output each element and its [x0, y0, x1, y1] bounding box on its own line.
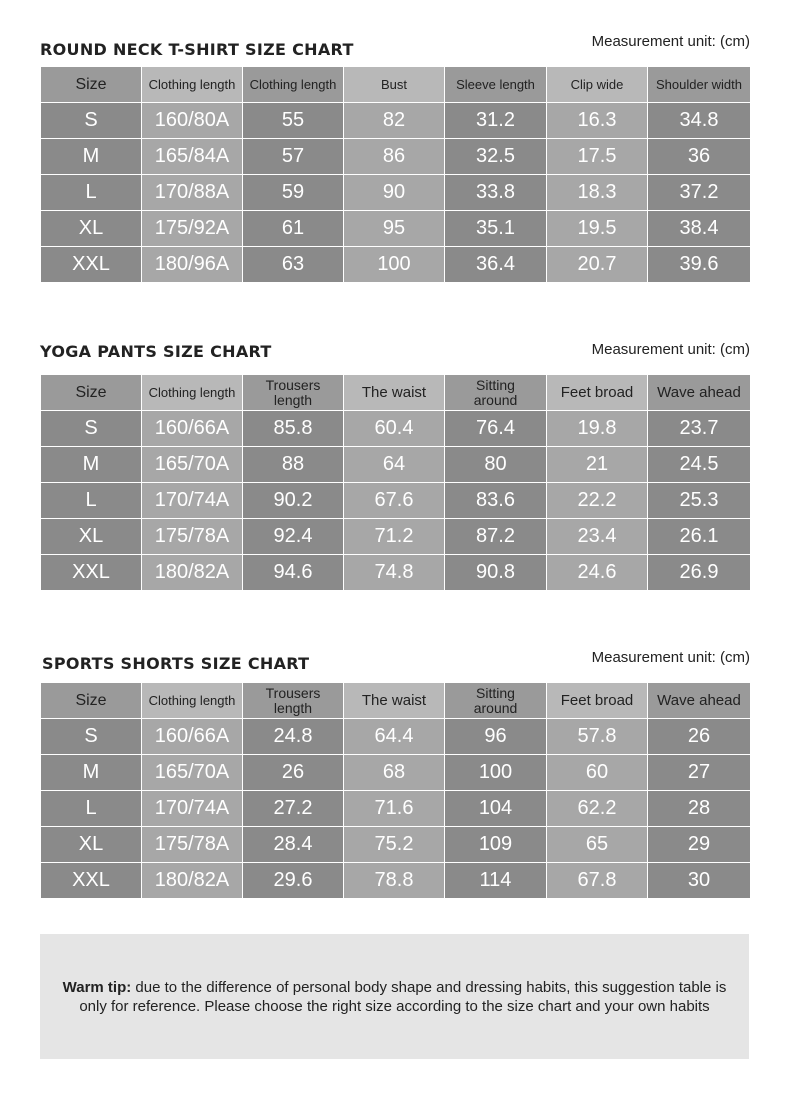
value-cell: 67.6	[344, 483, 445, 519]
header-cell: Clothing length	[243, 67, 344, 103]
table-row	[41, 555, 751, 591]
value-cell: 19.8	[547, 411, 648, 447]
value-cell: 28.4	[243, 827, 344, 863]
header-cell: Shoulder width	[648, 67, 751, 103]
warm-tip-body: due to the difference of personal body shape and dressing habits, this suggestion table is only for reference. Please choose the right size according to the size chart and your own habits	[79, 978, 727, 1015]
table-header-row	[41, 67, 751, 103]
shorts-size-table	[40, 682, 751, 899]
yoga-unit-label: Measurement unit: (cm)	[591, 341, 750, 358]
table-row	[41, 719, 751, 755]
value-cell: 96	[445, 719, 547, 755]
value-cell: 175/92A	[142, 211, 243, 247]
value-cell: 68	[344, 755, 445, 791]
warm-tip-label: Warm tip:	[62, 978, 132, 996]
value-cell: 21	[547, 447, 648, 483]
value-cell: 29	[648, 827, 751, 863]
warm-tip-text	[50, 978, 740, 1016]
value-cell: 16.3	[547, 103, 648, 139]
value-cell: 78.8	[344, 863, 445, 899]
value-cell: 175/78A	[142, 827, 243, 863]
header-cell: The waist	[344, 375, 445, 411]
value-cell: 28	[648, 791, 751, 827]
value-cell: 180/96A	[142, 247, 243, 283]
value-cell: 36	[648, 139, 751, 175]
value-cell: 80	[445, 447, 547, 483]
value-cell: 94.6	[243, 555, 344, 591]
value-cell: 29.6	[243, 863, 344, 899]
value-cell: 92.4	[243, 519, 344, 555]
size-cell: XL	[41, 519, 142, 555]
table-row	[41, 483, 751, 519]
value-cell: 85.8	[243, 411, 344, 447]
value-cell: 57	[243, 139, 344, 175]
value-cell: 160/66A	[142, 719, 243, 755]
value-cell: 63	[243, 247, 344, 283]
value-cell: 175/78A	[142, 519, 243, 555]
size-cell: L	[41, 791, 142, 827]
value-cell: 36.4	[445, 247, 547, 283]
value-cell: 24.5	[648, 447, 751, 483]
value-cell: 24.8	[243, 719, 344, 755]
value-cell: 20.7	[547, 247, 648, 283]
value-cell: 65	[547, 827, 648, 863]
value-cell: 38.4	[648, 211, 751, 247]
value-cell: 55	[243, 103, 344, 139]
shorts-title: SPORTS SHORTS SIZE CHART	[42, 654, 310, 673]
value-cell: 165/84A	[142, 139, 243, 175]
value-cell: 26	[648, 719, 751, 755]
value-cell: 35.1	[445, 211, 547, 247]
table-row	[41, 827, 751, 863]
value-cell: 90.8	[445, 555, 547, 591]
size-cell: S	[41, 103, 142, 139]
table-row	[41, 211, 751, 247]
size-cell: L	[41, 175, 142, 211]
tshirt-size-table	[40, 66, 751, 283]
value-cell: 33.8	[445, 175, 547, 211]
size-cell: XXL	[41, 555, 142, 591]
table-row	[41, 791, 751, 827]
header-cell: Sitting around	[445, 683, 547, 719]
header-cell: Trousers length	[243, 683, 344, 719]
value-cell: 114	[445, 863, 547, 899]
tshirt-section	[40, 30, 750, 282]
value-cell: 86	[344, 139, 445, 175]
table-row	[41, 139, 751, 175]
value-cell: 100	[344, 247, 445, 283]
value-cell: 64.4	[344, 719, 445, 755]
value-cell: 76.4	[445, 411, 547, 447]
value-cell: 27.2	[243, 791, 344, 827]
table-row	[41, 519, 751, 555]
value-cell: 82	[344, 103, 445, 139]
value-cell: 27	[648, 755, 751, 791]
shorts-unit-label: Measurement unit: (cm)	[591, 649, 750, 666]
value-cell: 34.8	[648, 103, 751, 139]
value-cell: 19.5	[547, 211, 648, 247]
value-cell: 32.5	[445, 139, 547, 175]
value-cell: 25.3	[648, 483, 751, 519]
value-cell: 170/74A	[142, 483, 243, 519]
value-cell: 90	[344, 175, 445, 211]
size-cell: L	[41, 483, 142, 519]
value-cell: 18.3	[547, 175, 648, 211]
tshirt-unit-label: Measurement unit: (cm)	[591, 33, 750, 50]
header-cell: Sitting around	[445, 375, 547, 411]
value-cell: 87.2	[445, 519, 547, 555]
value-cell: 71.6	[344, 791, 445, 827]
value-cell: 67.8	[547, 863, 648, 899]
value-cell: 22.2	[547, 483, 648, 519]
value-cell: 170/74A	[142, 791, 243, 827]
yoga-section	[40, 338, 750, 590]
value-cell: 170/88A	[142, 175, 243, 211]
table-row	[41, 175, 751, 211]
value-cell: 104	[445, 791, 547, 827]
header-cell: Wave ahead	[648, 683, 751, 719]
value-cell: 60.4	[344, 411, 445, 447]
header-cell: Size	[41, 683, 142, 719]
value-cell: 160/66A	[142, 411, 243, 447]
value-cell: 24.6	[547, 555, 648, 591]
header-cell: Trousers length	[243, 375, 344, 411]
value-cell: 26	[243, 755, 344, 791]
value-cell: 30	[648, 863, 751, 899]
header-cell: Wave ahead	[648, 375, 751, 411]
value-cell: 23.7	[648, 411, 751, 447]
table-row	[41, 863, 751, 899]
value-cell: 31.2	[445, 103, 547, 139]
yoga-size-table	[40, 374, 751, 591]
header-cell: Bust	[344, 67, 445, 103]
value-cell: 90.2	[243, 483, 344, 519]
table-header-row	[41, 683, 751, 719]
value-cell: 180/82A	[142, 863, 243, 899]
value-cell: 57.8	[547, 719, 648, 755]
value-cell: 37.2	[648, 175, 751, 211]
value-cell: 75.2	[344, 827, 445, 863]
value-cell: 165/70A	[142, 447, 243, 483]
value-cell: 26.9	[648, 555, 751, 591]
value-cell: 60	[547, 755, 648, 791]
warm-tip-box	[40, 934, 749, 1059]
table-row	[41, 411, 751, 447]
size-cell: M	[41, 447, 142, 483]
size-cell: XL	[41, 211, 142, 247]
value-cell: 180/82A	[142, 555, 243, 591]
value-cell: 83.6	[445, 483, 547, 519]
header-cell: Feet broad	[547, 375, 648, 411]
value-cell: 62.2	[547, 791, 648, 827]
shorts-section	[40, 646, 750, 898]
value-cell: 74.8	[344, 555, 445, 591]
value-cell: 26.1	[648, 519, 751, 555]
header-cell: Sleeve length	[445, 67, 547, 103]
size-cell: S	[41, 411, 142, 447]
value-cell: 88	[243, 447, 344, 483]
table-row	[41, 755, 751, 791]
value-cell: 71.2	[344, 519, 445, 555]
table-row	[41, 447, 751, 483]
size-cell: M	[41, 139, 142, 175]
value-cell: 61	[243, 211, 344, 247]
header-cell: Feet broad	[547, 683, 648, 719]
value-cell: 17.5	[547, 139, 648, 175]
size-cell: XXL	[41, 863, 142, 899]
header-cell: Clothing length	[142, 683, 243, 719]
table-row	[41, 103, 751, 139]
value-cell: 165/70A	[142, 755, 243, 791]
header-cell: Clothing length	[142, 375, 243, 411]
value-cell: 59	[243, 175, 344, 211]
value-cell: 39.6	[648, 247, 751, 283]
table-row	[41, 247, 751, 283]
value-cell: 23.4	[547, 519, 648, 555]
size-cell: M	[41, 755, 142, 791]
yoga-title: YOGA PANTS SIZE CHART	[40, 342, 272, 361]
value-cell: 109	[445, 827, 547, 863]
size-cell: S	[41, 719, 142, 755]
size-cell: XXL	[41, 247, 142, 283]
header-cell: The waist	[344, 683, 445, 719]
header-cell: Size	[41, 67, 142, 103]
tshirt-title: ROUND NECK T-SHIRT SIZE CHART	[40, 40, 354, 59]
value-cell: 64	[344, 447, 445, 483]
header-cell: Clip wide	[547, 67, 648, 103]
table-header-row	[41, 375, 751, 411]
value-cell: 95	[344, 211, 445, 247]
size-cell: XL	[41, 827, 142, 863]
header-cell: Clothing length	[142, 67, 243, 103]
header-cell: Size	[41, 375, 142, 411]
value-cell: 160/80A	[142, 103, 243, 139]
value-cell: 100	[445, 755, 547, 791]
